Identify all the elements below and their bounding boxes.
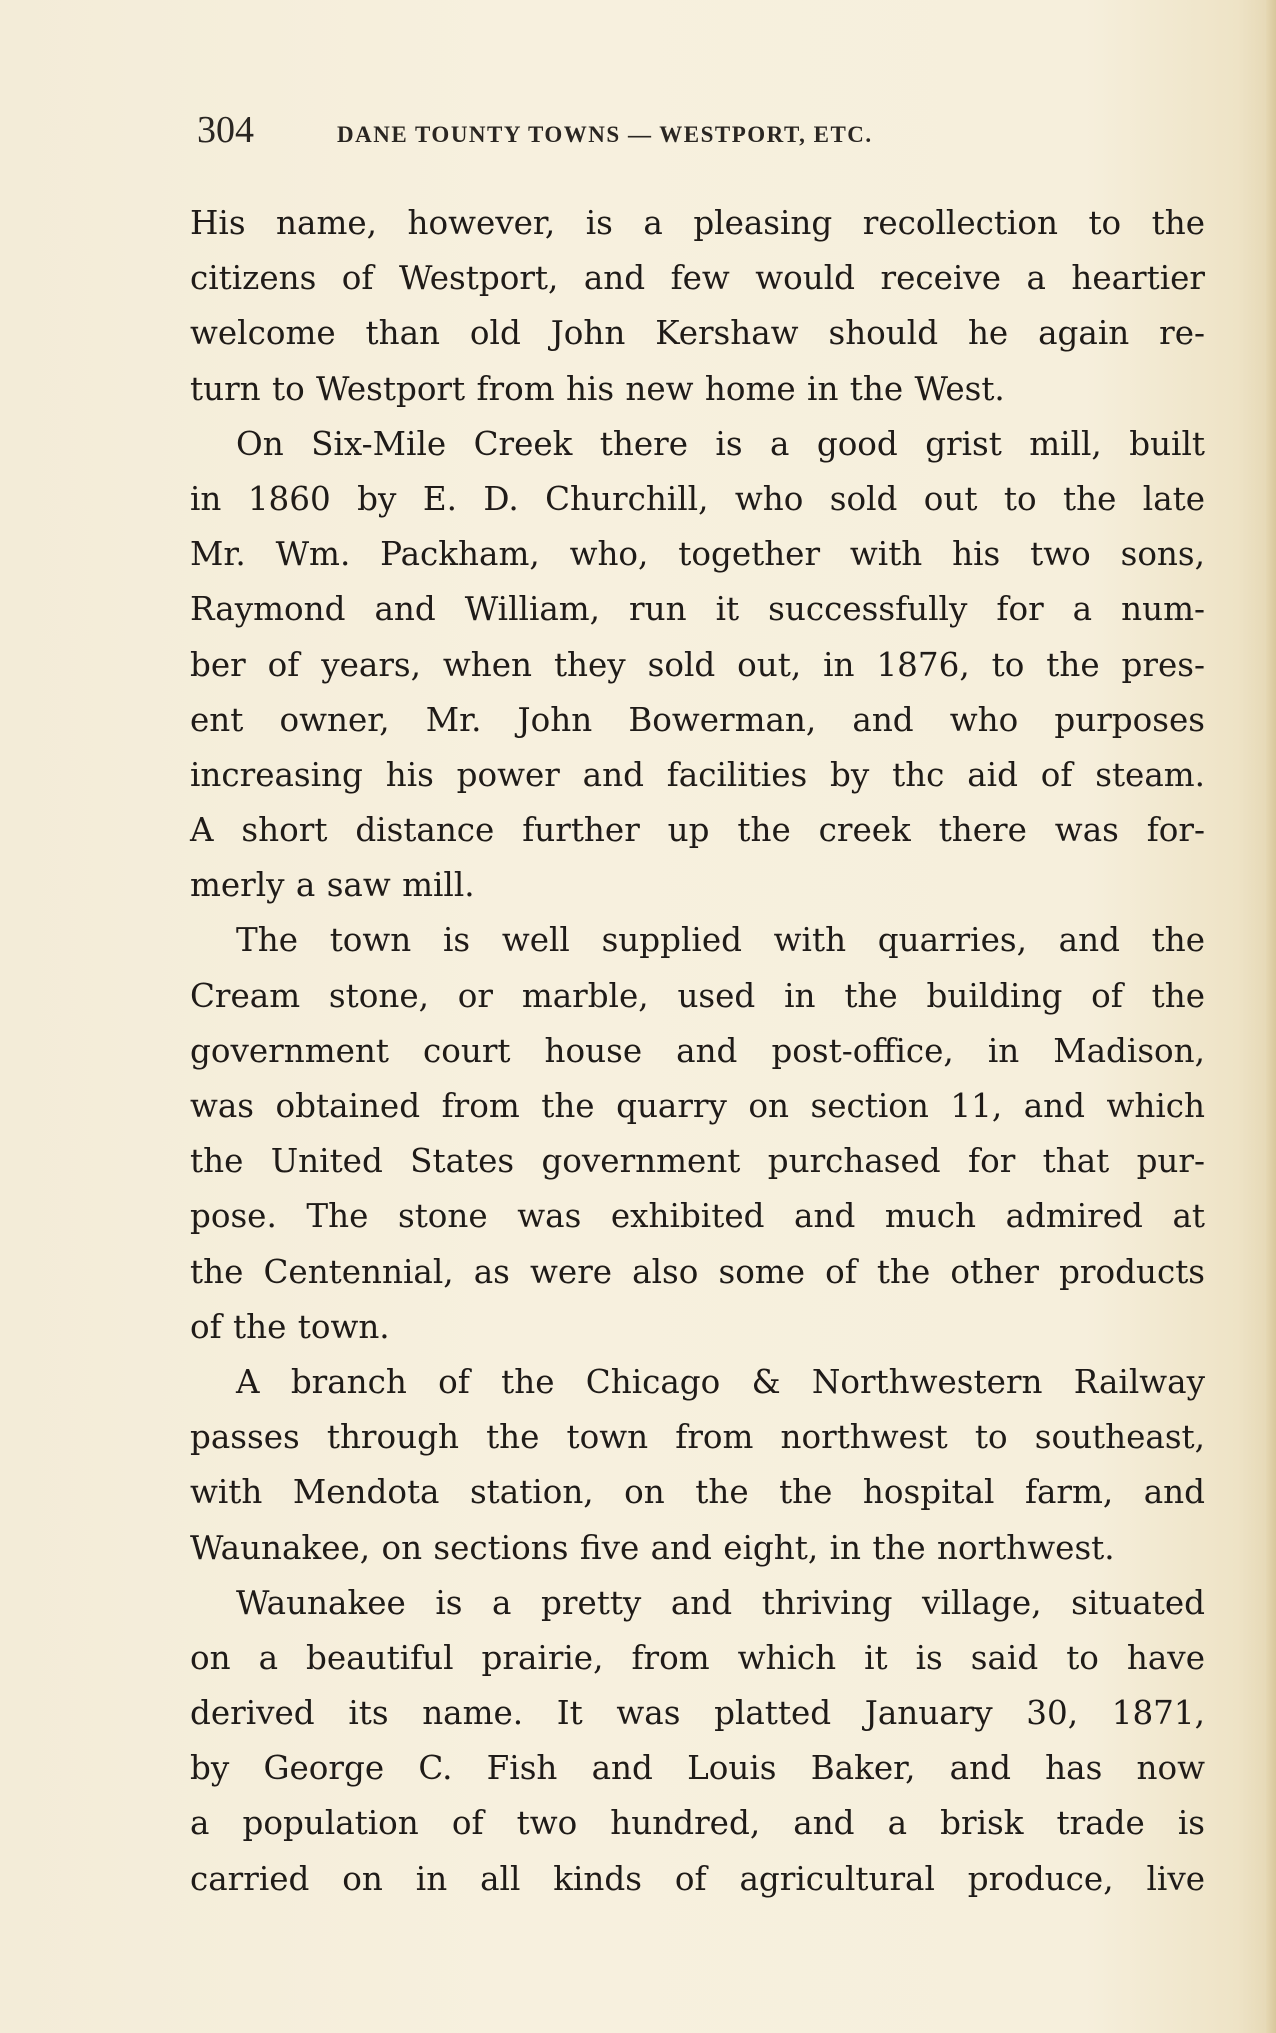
page-header	[197, 108, 1097, 158]
text-line: turn to Westport from his new home in the West.	[190, 369, 1005, 408]
text-line: A branch of the Chicago & Northwestern Railway	[236, 1362, 1205, 1401]
page-edge	[1266, 0, 1276, 2033]
text-line: by George C. Fish and Louis Baker, and has now	[190, 1749, 1205, 1788]
page-number: 304	[197, 109, 254, 151]
text-line: Raymond and William, run it successfully for a num-	[190, 590, 1205, 629]
text-line: A short distance further up the creek there was for-	[190, 811, 1205, 850]
text-line: the Centennial, as were also some of the other products	[190, 1252, 1205, 1291]
text-line: the United States government purchased for that pur-	[190, 1142, 1205, 1181]
text-line: derived its name. It was platted January 30, 1871,	[190, 1694, 1205, 1733]
text-line: Waunakee, on sections five and eight, in the northwest.	[190, 1528, 1115, 1567]
text-line: carried on in all kinds of agricultural produce, live	[190, 1859, 1205, 1898]
text-line: in 1860 by E. D. Churchill, who sold out to the late	[190, 479, 1205, 518]
text-line: welcome than old John Kershaw should he again re-	[190, 314, 1205, 353]
text-line: of the town.	[190, 1307, 390, 1346]
text-line: government court house and post-office, in Madison,	[190, 1031, 1205, 1070]
text-line: merly a saw mill.	[190, 866, 475, 905]
text-line: passes through the town from northwest to southeast,	[190, 1418, 1205, 1457]
running-title: DANE TOUNTY TOWNS — WESTPORT, ETC.	[337, 122, 873, 147]
text-line: The town is well supplied with quarries, and the	[236, 921, 1205, 960]
text-line: was obtained from the quarry on section 11, and which	[190, 1087, 1205, 1125]
text-line: citizens of Westport, and few would receive a heartier	[190, 259, 1205, 298]
text-line: Cream stone, or marble, used in the building of the	[190, 976, 1205, 1015]
body-text	[190, 196, 1205, 1907]
text-line: ent owner, Mr. John Bowerman, and who purposes	[190, 700, 1205, 739]
text-line: Mr. Wm. Packham, who, together with his two sons,	[190, 535, 1205, 574]
text-line: increasing his power and facilities by thc aid of steam.	[190, 755, 1205, 794]
text-line: His name, however, is a pleasing recollection to the	[190, 204, 1205, 242]
text-line: ber of years, when they sold out, in 1876, to the pres-	[190, 645, 1205, 684]
text-line: pose. The stone was exhibited and much admired at	[190, 1197, 1205, 1236]
text-line: on a beautiful prairie, from which it is said to have	[190, 1638, 1205, 1677]
text-line: Waunakee is a pretty and thriving village, situated	[236, 1583, 1205, 1622]
text-line: with Mendota station, on the the hospital farm, and	[190, 1473, 1205, 1512]
text-line: On Six-Mile Creek there is a good grist mill, built	[236, 424, 1205, 463]
text-line: a population of two hundred, and a brisk trade is	[190, 1804, 1205, 1843]
